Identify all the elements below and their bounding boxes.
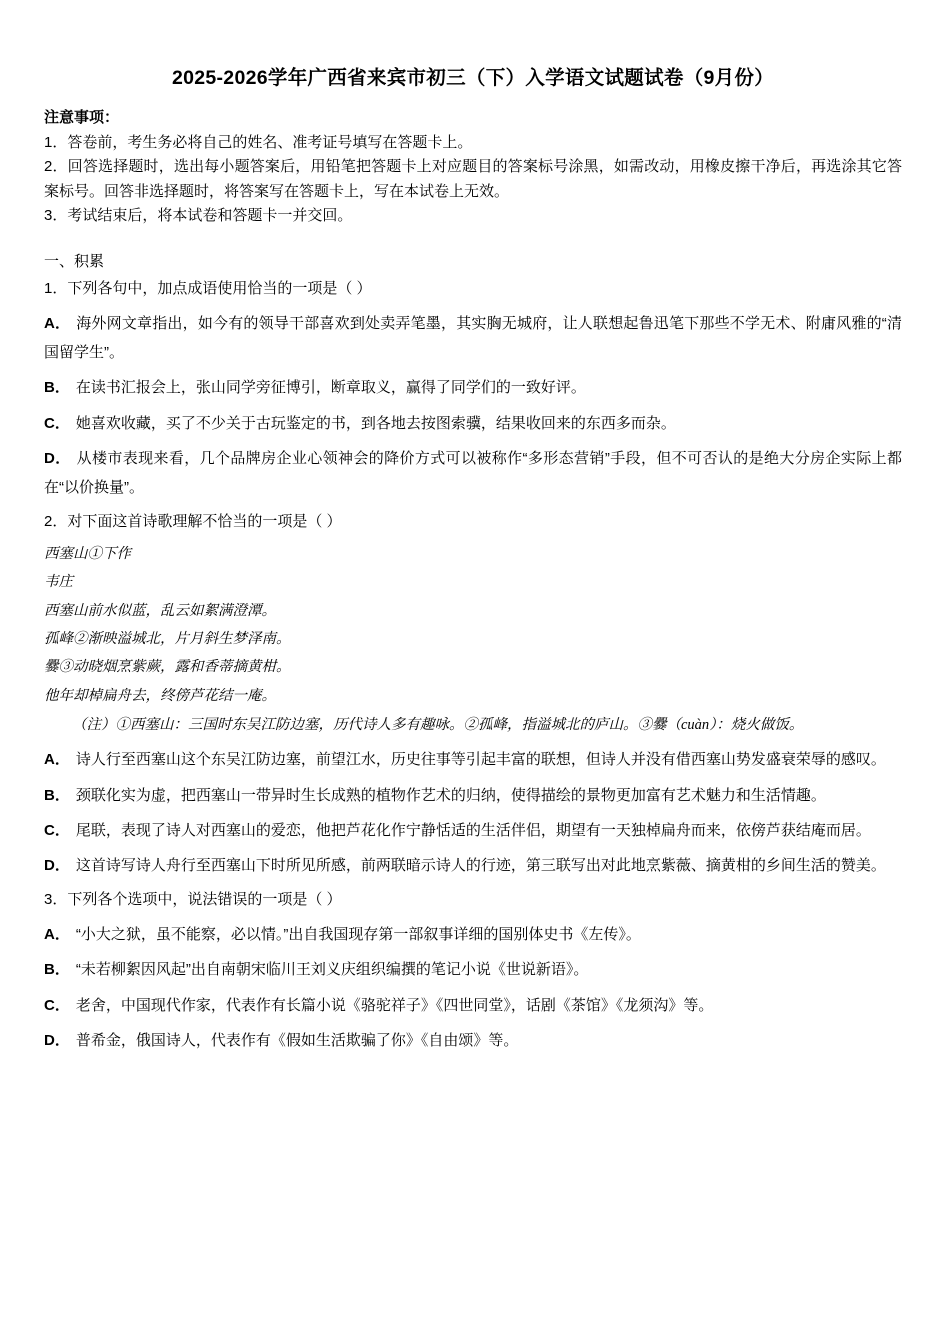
option-text-a: 诗人行至西塞山这个东吴江防边塞，前望江水，历史往事等引起丰富的联想，但诗人并没有借西塞山势发盛衰荣辱的感叹。 [75, 751, 886, 769]
question-3-option-d [44, 1026, 902, 1055]
question-3-option-b [44, 955, 902, 984]
question-3-option-a [44, 920, 902, 949]
option-label-b: B． [44, 786, 70, 804]
poem-block [44, 540, 902, 739]
option-label-b: B． [44, 379, 70, 397]
option-label-d: D． [44, 449, 71, 467]
poem-line-3: 爨③动晓烟烹紫蕨，露和香蒂摘黄柑。 [44, 659, 291, 676]
option-text-a: “小大之狱，虽不能察，必以情。”出自我国现存第一部叙事详细的国别体史书《左传》。 [75, 926, 641, 944]
option-text-c: 她喜欢收藏，买了不少关于古玩鉴定的书，到各地去按图索骥，结果收回来的东西多而杂。 [75, 414, 676, 432]
poem-line-1: 西塞山前水似蓝，乱云如絮满澄潭。 [44, 602, 276, 619]
option-text-b: 在读书汇报会上，张山同学旁征博引，断章取义，赢得了同学们的一致好评。 [75, 379, 586, 397]
question-2 [44, 508, 902, 880]
question-3 [44, 886, 902, 1055]
option-label-a: A． [44, 751, 70, 769]
question-1-stem: 1．下列各句中，加点成语使用恰当的一项是（ ） [44, 280, 372, 298]
option-text-b: “未若柳絮因风起”出自南朝宋临川王刘义庆组织编撰的笔记小说《世说新语》。 [75, 961, 589, 979]
question-2-option-c [44, 816, 902, 845]
poem-title: 西塞山①下作 [44, 546, 131, 563]
option-label-d: D． [44, 1031, 70, 1049]
option-text-c: 老舍，中国现代作家，代表作有长篇小说《骆驼祥子》《四世同堂》，话剧《茶馆》《龙须沟》等。 [75, 996, 714, 1014]
option-label-a: A． [44, 314, 71, 332]
section-heading-accumulation: 一、积累 [44, 253, 105, 271]
option-label-c: C． [44, 996, 70, 1014]
question-1-option-a [44, 309, 902, 368]
option-text-b: 颈联化实为虚，把西塞山一带异时生长成熟的植物作艺术的归纳，使得描绘的景物更加富有艺术魅力和生活情趣。 [75, 786, 826, 804]
option-label-a: A． [44, 926, 70, 944]
question-1-option-d [44, 444, 902, 503]
poem-footnote: （注）①西塞山：三国时东吴江防边塞，历代诗人多有趣咏。②孤峰，指溢城北的庐山。③爨（cuàn）：烧火做饭。 [72, 716, 804, 733]
option-label-c: C． [44, 821, 70, 839]
question-1-option-b [44, 373, 902, 402]
question-2-stem: 2．对下面这首诗歌理解不恰当的一项是（ ） [44, 513, 342, 531]
option-text-d: 从楼市表现来看，几个品牌房企业心领神会的降价方式可以被称作“多形态营销”手段，但不可否认的是绝大分房企实际上都在“以价换量”。 [44, 449, 902, 497]
option-label-b: B． [44, 961, 70, 979]
question-2-option-b [44, 781, 902, 810]
option-label-c: C． [44, 414, 70, 432]
option-label-d: D． [44, 857, 70, 875]
option-text-a: 海外网文章指出，如今有的领导干部喜欢到处卖弄笔墨，其实胸无城府，让人联想起鲁迅笔下那些不学无术、附庸风雅的“清国留学生”。 [44, 314, 902, 362]
question-2-option-a [44, 745, 902, 774]
notice-line-1: 1．答卷前，考生务必将自己的姓名、准考证号填写在答题卡上。 [44, 134, 473, 151]
notice-line-2: 2．回答选择题时，选出每小题答案后，用铅笔把答题卡上对应题目的答案标号涂黑，如需改动，用橡皮擦干净后，再选涂其它答案标号。回答非选择题时，将答案写在答题卡上，写在本试卷上无效。 [44, 158, 902, 200]
poem-author: 韦庄 [44, 574, 73, 591]
option-text-d: 这首诗写诗人舟行至西塞山下时所见所感，前两联暗示诗人的行迹，第三联写出对此地烹紫薇、摘黄柑的乡间生活的赞美。 [75, 857, 886, 875]
page-title: 2025-2026学年广西省来宾市初三（下）入学语文试题试卷（9月份） [171, 67, 775, 89]
option-text-c: 尾联，表现了诗人对西塞山的爱恋，他把芦花化作宁静恬适的生活伴侣，期望有一天独棹扁舟而来，依傍芦获结庵而居。 [75, 821, 871, 839]
question-2-option-d [44, 851, 902, 880]
question-1 [44, 275, 902, 502]
option-text-d: 普希金，俄国诗人，代表作有《假如生活欺骗了你》《自由颂》等。 [75, 1031, 519, 1049]
notice-line-3: 3．考试结束后，将本试卷和答题卡一并交回。 [44, 206, 353, 224]
question-3-option-c [44, 991, 902, 1020]
question-3-stem: 3．下列各个选项中，说法错误的一项是（ ） [44, 891, 342, 909]
poem-line-4: 他年却棹扁舟去，终傍芦花结一庵。 [44, 687, 276, 704]
notice-block [44, 106, 902, 228]
question-1-option-c [44, 409, 902, 438]
notice-heading: 注意事项： [44, 109, 120, 126]
poem-line-2: 孤峰②渐映溢城北，片月斜生梦泽南。 [44, 630, 291, 647]
